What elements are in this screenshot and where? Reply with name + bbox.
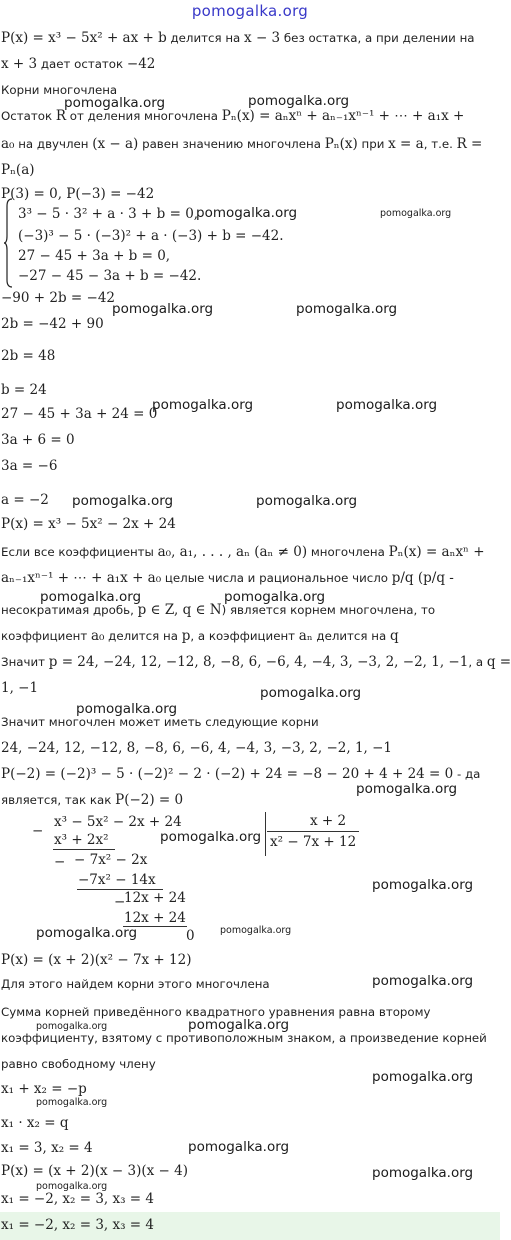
text: , т.е. — [423, 137, 457, 151]
text: без остатка, а при делении на — [280, 31, 475, 45]
watermark: pomogalka.org — [380, 208, 452, 219]
system-equation-1: 3³ − 5 · 3² + a · 3 + b = 0, — [18, 206, 199, 222]
math-expr: x − 3 — [244, 30, 281, 46]
math-line: 2b = −42 + 90 — [1, 316, 104, 332]
watermark: pomogalka.org — [372, 877, 474, 893]
problem-line-1 — [1, 30, 475, 46]
watermark: pomogalka.org — [112, 301, 214, 317]
math-line: 2b = 48 — [1, 348, 56, 364]
division-minus: − — [54, 854, 66, 870]
math-line: 27 − 45 + 3a + 24 = 0 — [1, 406, 158, 422]
vieta-sum: x₁ + x₂ = −p — [1, 1081, 87, 1097]
text: равен значению многочлена — [138, 137, 325, 151]
math-expr: P(−2) = 0 — [115, 792, 184, 808]
rational-root-line-1 — [1, 544, 485, 560]
watermark: pomogalka.org — [372, 1165, 474, 1181]
text: многочлена — [307, 545, 389, 559]
division-quotient: x² − 7x + 12 — [270, 834, 357, 850]
text: несократимая дробь, — [1, 603, 138, 617]
text: Значит — [1, 655, 49, 669]
division-divisor: x + 2 — [310, 813, 347, 829]
text: , а — [468, 655, 487, 669]
watermark: pomogalka.org — [72, 493, 174, 509]
division-divisor-line — [267, 831, 359, 832]
division-subtrahend: −7x² − 14x — [78, 872, 156, 888]
division-remainder: − 7x² − 2x — [74, 852, 148, 868]
math-expr: R — [55, 108, 67, 124]
watermark: pomogalka.org — [36, 1181, 108, 1192]
math-expr: P(−2) = (−2)³ − 5 · (−2)² − 2 · (−2) + 24 = −8 − 20 + 4 + 24 = 0 — [1, 766, 454, 782]
text: коэффициент — [1, 629, 91, 643]
watermark: pomogalka.org — [152, 397, 254, 413]
text: делится на — [312, 629, 390, 643]
watermark: pomogalka.org — [220, 925, 292, 936]
math-expr: a₀ — [1, 136, 15, 152]
math-expr: (x − a) — [92, 136, 139, 152]
watermark: pomogalka.org — [248, 93, 350, 109]
watermark: pomogalka.org — [336, 397, 438, 413]
system-brace — [3, 198, 13, 288]
text: делится на — [104, 629, 182, 643]
text: Остаток — [1, 109, 56, 123]
watermark: pomogalka.org — [36, 1097, 108, 1108]
watermark: pomogalka.org — [260, 685, 362, 701]
math-expr: q = — [486, 654, 511, 670]
division-subtrahend: 12x + 24 — [124, 910, 186, 926]
math-expr: Pₙ(x) = aₙxⁿ + aₙ₋₁xⁿ⁻¹ + ⋯ + a₁x + — [221, 108, 465, 124]
math-line: 3a = −6 — [1, 458, 58, 474]
system-equation-3: 27 − 45 + 3a + b = 0, — [18, 248, 171, 264]
rational-root-line-4 — [1, 628, 399, 644]
division-remainder: 12x + 24 — [124, 890, 186, 906]
math-expr: Pₙ(x) = aₙxⁿ + — [388, 544, 485, 560]
candidate-roots: 24, −24, 12, −12, 8, −8, 6, −6, 4, −4, 3, −3, 2, −2, 1, −1 — [1, 740, 393, 756]
division-underline — [53, 849, 115, 850]
math-line: P(x) = x³ − 5x² − 2x + 24 — [1, 516, 176, 532]
math-expr: R = — [456, 136, 483, 152]
division-zero-remainder: 0 — [186, 928, 195, 944]
division-subtrahend: x³ + 2x² — [54, 832, 109, 848]
watermark: pomogalka.org — [188, 1139, 290, 1155]
math-line: P(x) = (x + 2)(x − 3)(x − 4) — [1, 1163, 189, 1179]
text: от деления многочлена — [66, 109, 222, 123]
system-equation-4: −27 − 45 − 3a + b = −42. — [18, 268, 202, 284]
watermark: pomogalka.org — [296, 301, 398, 317]
math-line: a = −2 — [1, 492, 49, 508]
division-minus: − — [32, 823, 44, 839]
math-expr: P(x) = x³ − 5x² + ax + b — [1, 30, 167, 46]
math-line: x₁ = 3, x₂ = 4 — [1, 1140, 93, 1156]
math-line: P(3) = 0, P(−3) = −42 — [1, 186, 155, 202]
candidates-line-2: 1, −1 — [1, 680, 39, 696]
math-line: b = 24 — [1, 382, 47, 398]
math-expr: a₀ — [90, 628, 105, 644]
text: делится на — [166, 31, 245, 45]
text: , а коэффициент — [190, 629, 299, 643]
math-expr: aₙ₋₁xⁿ⁻¹ + ⋯ + a₁x + a₀ — [1, 570, 162, 586]
text: целые числа и рациональное число — [161, 571, 392, 585]
theorem-line-2 — [1, 136, 482, 152]
math-line: 3a + 6 = 0 — [1, 432, 75, 448]
math-line: x₁ = −2, x₂ = 3, x₃ = 4 — [1, 1191, 155, 1207]
text: на двучлен — [14, 137, 93, 151]
answer-box — [0, 1212, 500, 1240]
vieta-text-2: коэффициенту, взятому с противоположным знаком, а произведение корней — [1, 1031, 487, 1045]
math-expr: aₙ — [298, 628, 313, 644]
watermark: pomogalka.org — [196, 205, 298, 221]
check-line-1 — [1, 766, 480, 782]
watermark: pomogalka.org — [256, 493, 358, 509]
rational-root-line-2 — [1, 570, 454, 586]
text: при — [357, 137, 389, 151]
text: Если все коэффициенты — [1, 545, 158, 559]
text: дает остаток — [37, 57, 127, 71]
watermark: pomogalka.org — [40, 589, 142, 605]
site-watermark: pomogalka.org — [191, 2, 309, 20]
section-heading: Корни многочлена — [1, 83, 118, 97]
math-expr: p = 24, −24, 12, −12, 8, −8, 6, −6, 4, −4, 3, −3, 2, −2, 1, −1 — [48, 654, 469, 670]
text: - да — [453, 767, 481, 781]
watermark: pomogalka.org — [76, 701, 178, 717]
watermark: pomogalka.org — [224, 589, 326, 605]
math-expr: a₀, a₁, . . . , aₙ (aₙ ≠ 0) — [157, 544, 308, 560]
watermark: pomogalka.org — [356, 781, 458, 797]
watermark: pomogalka.org — [64, 95, 166, 111]
system-equation-2: (−3)³ − 5 · (−3)² + a · (−3) + b = −42. — [18, 228, 284, 244]
text-line: Для этого найдем корни этого многочлена — [1, 977, 270, 991]
math-expr: −42 — [126, 56, 156, 72]
vieta-text-1: Сумма корней приведённого квадратного уравнения равна второму — [1, 1005, 431, 1019]
text: ) является корнем многочлена, то — [221, 603, 436, 617]
watermark: pomogalka.org — [188, 1017, 290, 1033]
candidates-line-1 — [1, 654, 511, 670]
watermark: pomogalka.org — [36, 925, 138, 941]
vieta-text-3: равно свободному члену — [1, 1057, 156, 1071]
math-line: −90 + 2b = −42 — [1, 290, 115, 306]
theorem-line-3: Pₙ(a) — [1, 162, 35, 178]
factorization-line: P(x) = (x + 2)(x² − 7x + 12) — [1, 952, 192, 968]
answer-text: x₁ = −2, x₂ = 3, x₃ = 4 — [1, 1217, 155, 1233]
watermark: pomogalka.org — [36, 1021, 108, 1032]
division-dividend: x³ − 5x² − 2x + 24 — [54, 814, 182, 830]
watermark: pomogalka.org — [372, 1069, 474, 1085]
math-expr: x = a — [388, 136, 424, 152]
math-expr: p — [181, 628, 191, 644]
check-line-2 — [1, 792, 183, 808]
text-line: Значит многочлен может иметь следующие корни — [1, 715, 319, 729]
division-minus: − — [114, 894, 126, 910]
division-vertical-line — [265, 812, 266, 856]
vieta-product: x₁ · x₂ = q — [1, 1115, 69, 1131]
watermark: pomogalka.org — [372, 973, 474, 989]
math-expr: x + 3 — [1, 56, 38, 72]
math-expr: p ∈ Z, q ∈ N — [137, 602, 222, 618]
problem-line-2 — [1, 56, 155, 72]
math-expr: q — [389, 628, 399, 644]
math-expr: Pₙ(x) — [324, 136, 358, 152]
math-expr: p/q (p/q - — [391, 570, 454, 586]
text: является, так как — [1, 793, 116, 807]
watermark: pomogalka.org — [160, 829, 262, 845]
